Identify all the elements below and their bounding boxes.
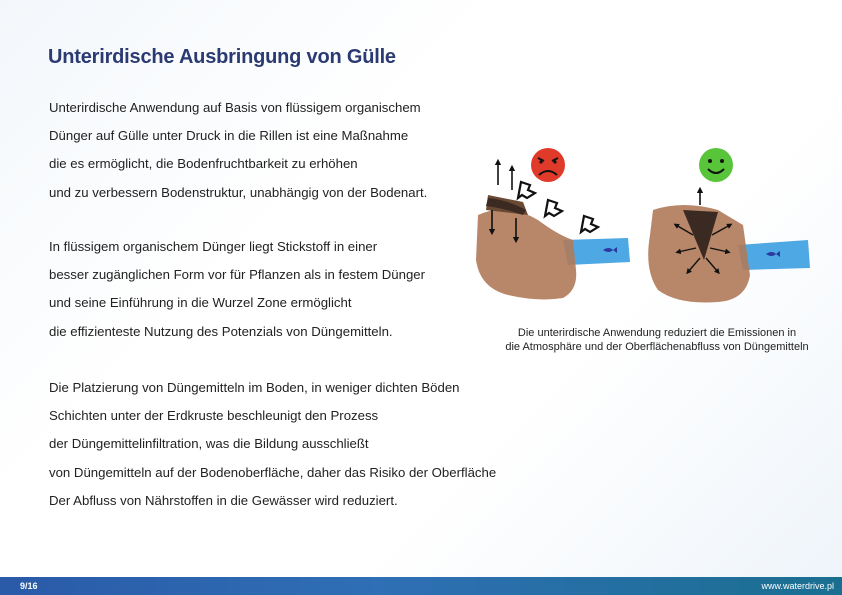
- paragraph-line: Schichten unter der Erdkruste beschleunigt den Prozess: [49, 408, 379, 424]
- paragraph-line: von Düngemitteln auf der Bodenoberfläche, daher das Risiko der Oberfläche: [49, 464, 497, 480]
- paragraph-line: Der Abfluss von Nährstoffen in die Gewässer wird reduziert.: [49, 492, 398, 508]
- subsurface-application-scene: [648, 148, 810, 303]
- paragraph-line: die es ermöglicht, die Bodenfruchtbarkeit zu erhöhen: [49, 156, 358, 172]
- paragraph-3: [49, 380, 529, 521]
- figure-caption: [468, 326, 842, 354]
- runoff-arrow-icon: [518, 182, 535, 198]
- caption-line: Die unterirdische Anwendung reduziert die Emissionen in: [517, 327, 797, 339]
- paragraph-line: Dünger auf Gülle unter Druck in die Rillen ist eine Maßnahme: [49, 128, 409, 144]
- paragraph-line: der Düngemittelinfiltration, was die Bildung ausschließt: [49, 436, 369, 452]
- caption-line: die Atmosphäre und der Oberflächenabfluss von Düngemitteln: [505, 341, 809, 353]
- paragraph-line: und seine Einführung in die Wurzel Zone ermöglicht: [49, 295, 352, 311]
- paragraph-2: [49, 239, 529, 352]
- paragraph-line: besser zugänglichen Form vor für Pflanzen als in festem Dünger: [49, 267, 426, 283]
- paragraph-line: die effizienteste Nutzung des Potenzials von Düngemitteln.: [49, 323, 393, 339]
- soil-application-illustration: [468, 140, 838, 310]
- soil-left: [476, 210, 576, 300]
- footer-bar: [0, 577, 842, 595]
- website-link[interactable]: www.waterdrive.pl: [761, 581, 834, 591]
- sad-face-icon: [531, 148, 565, 182]
- paragraph-line: und zu verbessern Bodenstruktur, unabhängig von der Bodenart.: [49, 184, 428, 200]
- page-title: Unterirdische Ausbringung von Gülle: [48, 46, 396, 68]
- paragraph-line: Unterirdische Anwendung auf Basis von flüssigem organischem: [49, 100, 421, 115]
- happy-face-icon: [699, 148, 733, 182]
- runoff-arrow-icon: [545, 200, 562, 216]
- runoff-arrow-icon: [581, 216, 598, 232]
- surface-application-scene: [476, 148, 630, 299]
- paragraph-line: In flüssigem organischem Dünger liegt Stickstoff in einer: [49, 239, 378, 254]
- paragraph-1: [49, 100, 529, 213]
- page-number: 9/16: [20, 581, 38, 591]
- paragraph-line: Die Platzierung von Düngemitteln im Boden, in weniger dichten Böden: [49, 380, 460, 395]
